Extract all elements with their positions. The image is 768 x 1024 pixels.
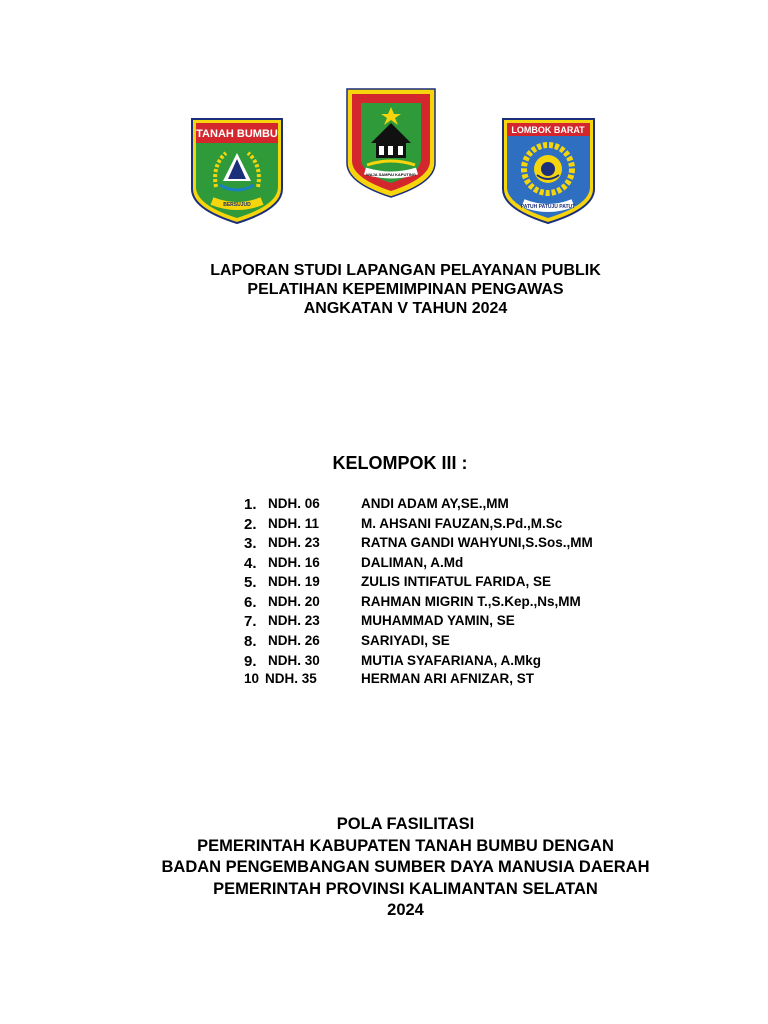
member-ndh: NDH. 26: [268, 633, 320, 648]
member-name: RATNA GANDI WAHYUNI,S.Sos.,MM: [361, 535, 593, 550]
member-number: 4.: [244, 555, 257, 572]
footer-line-1: POLA FASILITASI: [336, 815, 475, 833]
member-number: 1.: [244, 496, 257, 513]
member-row: [0, 653, 768, 673]
member-row: [0, 555, 768, 575]
member-ndh: NDH. 30: [268, 653, 320, 668]
member-number: 8.: [244, 633, 257, 650]
facilitation-footer: [0, 814, 768, 922]
member-row: [0, 516, 768, 536]
member-ndh: NDH. 11: [268, 516, 320, 531]
member-ndh: NDH. 35: [265, 671, 317, 686]
member-ndh: NDH. 19: [268, 574, 320, 589]
footer-line-4: PEMERINTAH PROVINSI KALIMANTAN SELATAN: [213, 879, 598, 898]
member-row: [0, 535, 768, 555]
tanah-bumbu-label: TANAH BUMBU: [196, 128, 278, 140]
tanah-bumbu-emblem: [190, 117, 284, 225]
title-line-1: LAPORAN STUDI LAPANGAN PELAYANAN PUBLIK: [210, 262, 601, 279]
member-ndh: NDH. 23: [268, 535, 320, 550]
member-ndh: NDH. 20: [268, 594, 320, 609]
group-heading: KELOMPOK III :: [332, 453, 468, 473]
member-name: M. AHSANI FAUZAN,S.Pd.,M.Sc: [361, 516, 563, 531]
member-row: [0, 633, 768, 653]
member-number: 10: [244, 671, 260, 686]
member-name: SARIYADI, SE: [361, 633, 450, 648]
member-number: 2.: [244, 516, 257, 533]
member-name: ZULIS INTIFATUL FARIDA, SE: [361, 574, 552, 589]
member-name: RAHMAN MIGRIN T.,S.Kep.,Ns,MM: [361, 594, 581, 609]
report-title: [0, 261, 768, 318]
member-ndh: NDH. 23: [268, 613, 320, 628]
lombok-barat-motto: PATUH PATUJU PATUT: [520, 204, 576, 210]
member-number: 5.: [244, 574, 257, 591]
lombok-barat-emblem: [501, 117, 596, 225]
member-name: MUHAMMAD YAMIN, SE: [361, 613, 515, 628]
title-line-2: PELATIHAN KEPEMIMPINAN PENGAWAS: [247, 281, 564, 298]
member-name: ANDI ADAM AY,SE.,MM: [361, 496, 509, 511]
member-name: HERMAN ARI AFNIZAR, ST: [361, 671, 534, 686]
member-row: [0, 613, 768, 633]
member-number: 6.: [244, 594, 257, 611]
member-ndh: NDH. 06: [268, 496, 320, 511]
member-number: 9.: [244, 653, 257, 670]
kalimantan-selatan-emblem: [345, 87, 437, 199]
lombok-barat-label: LOMBOK BARAT: [511, 125, 585, 135]
member-row: [0, 574, 768, 594]
member-ndh: NDH. 16: [268, 555, 320, 570]
title-line-3: ANGKATAN V TAHUN 2024: [303, 300, 508, 317]
member-number: 7.: [244, 613, 257, 630]
footer-year: 2024: [387, 901, 424, 919]
kalsel-motto: WAJA SAMPAI KAPUTING: [366, 172, 416, 177]
footer-line-3: BADAN PENGEMBANGAN SUMBER DAYA MANUSIA DAERAH: [161, 858, 650, 876]
member-row: [0, 496, 768, 516]
tanah-bumbu-motto: BERSUJUD: [223, 202, 251, 208]
member-row: [0, 671, 768, 691]
member-name: DALIMAN, A.Md: [361, 555, 464, 570]
footer-line-2: PEMERINTAH KABUPATEN TANAH BUMBU DENGAN: [197, 836, 614, 855]
member-name: MUTIA SYAFARIANA, A.Mkg: [361, 653, 542, 668]
member-row: [0, 594, 768, 614]
member-number: 3.: [244, 535, 257, 552]
